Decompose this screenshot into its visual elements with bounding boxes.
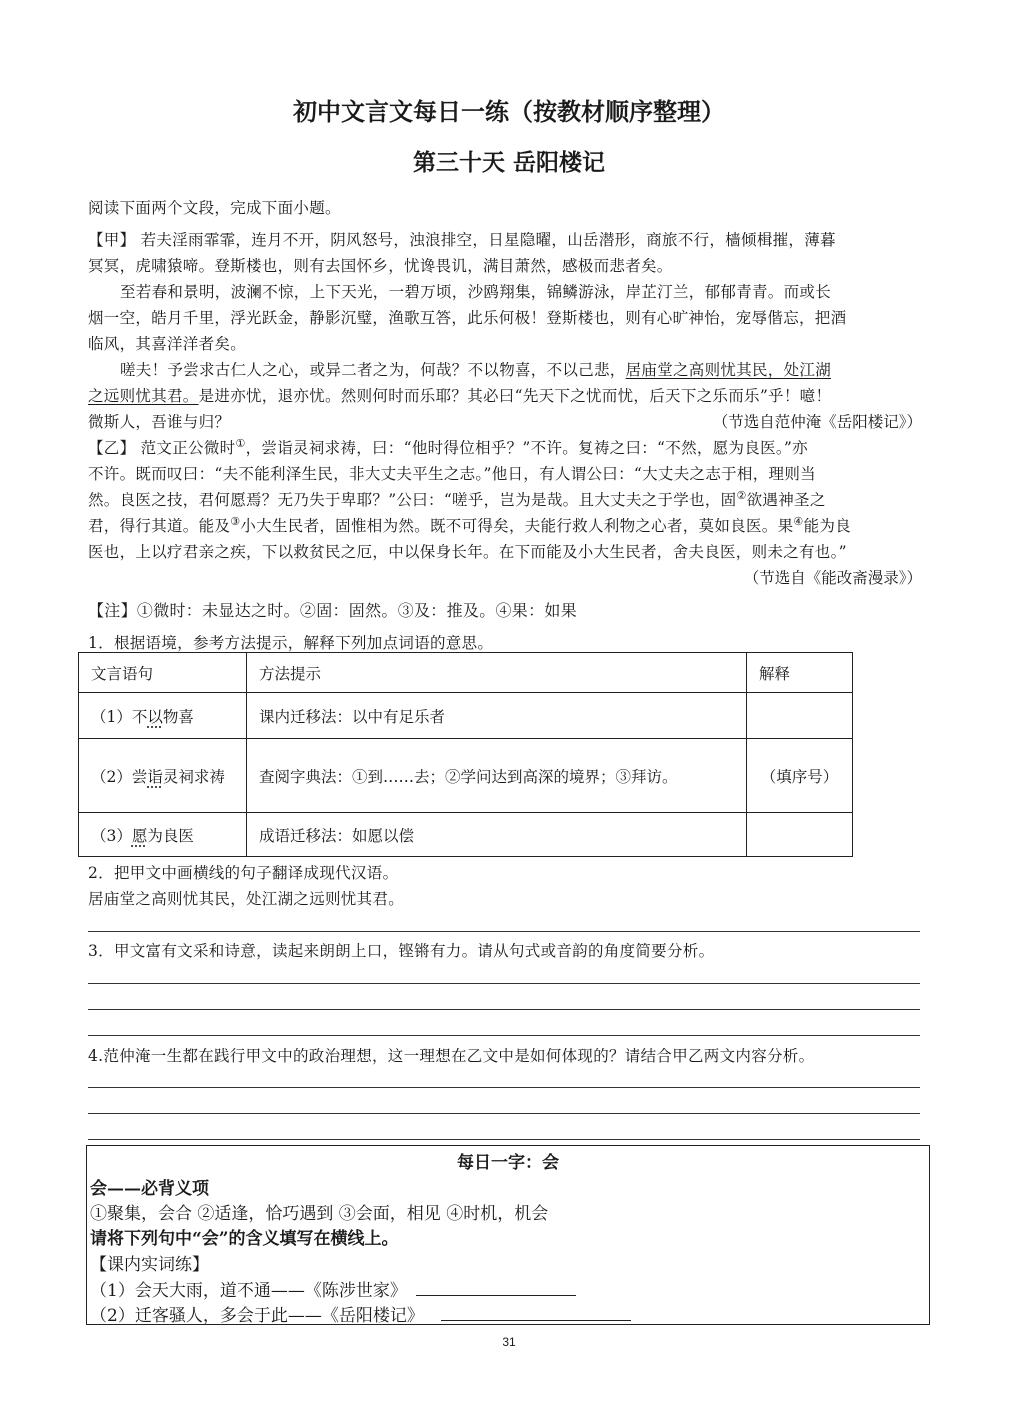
passage-text: 君，得行其道。能及	[88, 517, 231, 535]
passage-text: ，尝诣灵祠求祷，曰：“他时得位相乎？”不许。复祷之曰：“不然，愿为良医。”亦	[245, 439, 808, 457]
answer-line[interactable]	[88, 1035, 920, 1036]
fill-blank[interactable]	[441, 1302, 631, 1321]
passage-text: 是进亦忧，退亦忧。然则何时而乐耶？其必曰“先天下之忧而忧，后天下之乐而乐”乎！噫！	[198, 387, 832, 405]
table-header: 解释	[747, 653, 853, 693]
question-2-prompt: 2．把甲文中画横线的句子翻译成现代汉语。	[88, 864, 399, 882]
answer-cell[interactable]	[747, 813, 853, 857]
passage-jia-line: 冥冥，虎啸猿啼。登斯楼也，则有去国怀乡，忧谗畏讥，满目萧然，感极而悲者矣。	[88, 257, 673, 275]
phrase-text: （2）尝	[91, 767, 148, 786]
passage-jia-line: 【甲】 若夫淫雨霏霏，连月不开，阴风怒号，浊浪排空，日星隐曜，山岳潜形，商旅不行，樯倾楫摧，薄暮	[88, 231, 836, 249]
question-4-prompt: 4.范仲淹一生都在践行甲文中的政治理想，这一理想在乙文中是如何体现的？请结合甲乙两文内容分析。	[88, 1047, 815, 1065]
passage-text: 嗟夫！予尝求古仁人之心，或异二者之为，何哉？不以物喜，不以己悲，	[120, 361, 626, 379]
exercise-item	[90, 1301, 631, 1326]
footnote-marker: ③	[230, 514, 241, 528]
phrase-text: （1）不	[91, 707, 148, 726]
daily-word-instruction: 请将下列句中“会”的含义填写在横线上。	[90, 1229, 399, 1249]
passage-text: 能为良	[803, 517, 851, 535]
question-1-prompt: 1．根据语境，参考方法提示，解释下列加点词语的意思。	[88, 634, 494, 652]
answer-line[interactable]	[88, 1087, 920, 1088]
footnote-marker: ②	[736, 488, 747, 502]
hint-cell: 课内迁移法：以中有足乐者	[247, 693, 747, 739]
passage-yi-source: （节选自《能改斋漫录》）	[743, 569, 922, 587]
answer-line[interactable]	[88, 1113, 920, 1114]
footnote-marker: ④	[793, 514, 804, 528]
table-row	[79, 813, 853, 857]
answer-line[interactable]	[88, 1009, 920, 1010]
footnote-marker: ①	[235, 436, 246, 450]
answer-cell[interactable]: （填序号）	[747, 739, 853, 813]
phrase-text: （3）	[91, 826, 132, 845]
passage-yi-line: 医也，上以疗君亲之疾，下以救贫民之厄，中以保身长年。在下而能及小大生民者，舍夫良医，则未之有也。”	[88, 543, 847, 561]
daily-word-title: 每日一字：会	[457, 1153, 559, 1173]
table-header: 文言语句	[79, 653, 247, 693]
fill-blank[interactable]	[416, 1277, 576, 1296]
table-header: 方法提示	[247, 653, 747, 693]
underlined-sentence: 居庙堂之高则忧其民，处江湖	[625, 361, 832, 379]
dotted-word: 以	[147, 707, 163, 726]
phrase-text: 为良医	[147, 826, 194, 845]
exercise-text: （1）会天大雨，道不通——《陈涉世家》	[90, 1281, 407, 1301]
answer-line[interactable]	[88, 983, 920, 984]
passage-yi-line	[88, 514, 851, 536]
page-title: 初中文言文每日一练（按教材顺序整理）	[293, 97, 725, 126]
question-3-prompt: 3．甲文富有文采和诗意，读起来朗朗上口，铿锵有力。请从句式或音韵的角度简要分析。	[88, 942, 715, 960]
hint-cell: 成语迁移法：如愿以偿	[247, 813, 747, 857]
table-row	[79, 693, 853, 739]
answer-cell[interactable]	[747, 693, 853, 739]
passage-yi-line: 不许。既而叹曰：“夫不能利泽生民，非大丈夫平生之志。”他日，有人谓公曰：“大丈夫之志于相，理则当	[88, 465, 816, 483]
daily-word-meanings: ①聚集，会合 ②适逢，恰巧遇到 ③会面，相见 ④时机，机会	[90, 1204, 549, 1224]
answer-line[interactable]	[88, 931, 920, 932]
passage-text: 小大生民者，固惟相为然。既不可得矣，夫能行救人利物之心者，莫如良医。果	[240, 517, 794, 535]
exercise-text: （2）迁客骚人，多会于此——《岳阳楼记》	[90, 1306, 424, 1326]
phrase-cell	[79, 813, 247, 857]
passage-yi-line	[88, 488, 826, 510]
lesson-title: 第三十天 岳阳楼记	[412, 149, 605, 176]
passage-jia-line	[120, 358, 831, 380]
annotation-note: 【注】①微时：未显达之时。②固：固然。③及：推及。④果：如果	[88, 601, 578, 620]
passage-jia-source: （节选自范仲淹《岳阳楼记》）	[712, 413, 922, 431]
passage-text: 欲遇神圣之	[746, 491, 826, 509]
exercise-item	[90, 1276, 576, 1301]
passage-jia-line: 临风，其喜洋洋者矣。	[88, 335, 247, 353]
passage-text: 【乙】 范文正公微时	[88, 439, 236, 457]
answer-line[interactable]	[88, 1139, 920, 1140]
reading-instruction: 阅读下面两个文段，完成下面小题。	[88, 199, 341, 217]
passage-jia-line: 至若春和景明，波澜不惊，上下天光，一碧万顷，沙鸥翔集，锦鳞游泳，岸芷汀兰，郁郁青青。而或长	[120, 283, 832, 301]
question-2-sentence: 居庙堂之高则忧其民，处江湖之远则忧其君。	[88, 890, 405, 908]
hint-cell: 查阅字典法：①到……去；②学问达到高深的境界；③拜访。	[247, 739, 747, 813]
phrase-cell	[79, 739, 247, 813]
passage-jia-line: 微斯人，吾谁与归？	[88, 413, 231, 431]
page-number: 31	[502, 1335, 516, 1349]
passage-jia-line	[88, 384, 831, 406]
passage-jia-line: 烟一空，皓月千里，浮光跃金，静影沉璧，渔歌互答，此乐何极！登斯楼也，则有心旷神怡，宠辱偕忘，把酒	[88, 309, 847, 327]
table-header-row	[79, 653, 853, 693]
dotted-word: 诣	[147, 767, 163, 786]
phrase-text: 灵祠求祷	[162, 767, 225, 786]
passage-yi-line	[88, 436, 808, 458]
phrase-text: 物喜	[162, 707, 194, 726]
table-row	[79, 739, 853, 813]
phrase-cell	[79, 693, 247, 739]
daily-word-section: 【课内实词练】	[90, 1255, 209, 1275]
underlined-sentence: 之远则忧其君。	[88, 387, 199, 405]
passage-text: 然。良医之技，君何愿焉？无乃失于卑耶？”公曰：“嗟乎，岂为是哉。且大丈夫之于学也，固	[88, 491, 737, 509]
vocab-table	[78, 652, 853, 857]
daily-word-heading: 会——必背义项	[90, 1179, 209, 1199]
dotted-word: 愿	[131, 826, 148, 845]
